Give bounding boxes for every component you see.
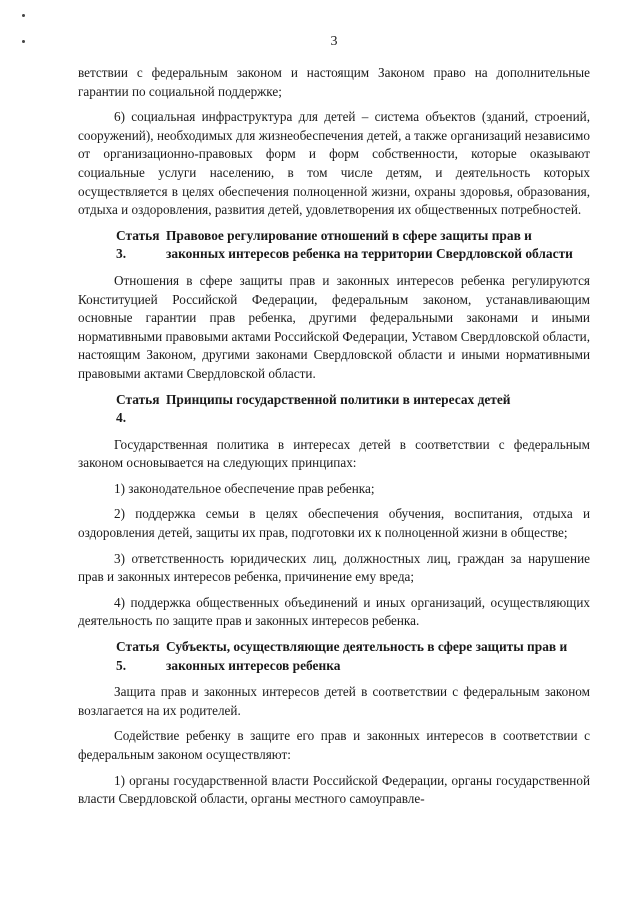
article-number: Статья 5. — [116, 639, 160, 673]
paragraph: 6) социальная инфраструктура для детей – система объектов (зданий, строений, сооружений), необходимых для жизнеобеспечения детей, а также организаций независимо от организационно-правовых форм и форм собственности, которые оказывают социальные услуги населению, в том числе детям, и деятельность которых осуществляется в целях обеспечения полноценной жизни, охраны здоровья, образования, отдыха и оздоровления, развития детей, удовлетворения их общественных потребностей. — [78, 109, 590, 218]
paragraph: 4) поддержка общественных объединений и иных организаций, осуществляющих деятельность по защите прав и законных интересов ребенка. — [78, 594, 590, 629]
paragraph: Отношения в сфере защиты прав и законных интересов ребенка регулируются Конституцией Российской Федерации, федеральным законом, устанавливающим основные гарантии прав ребенка, другими федеральными законами и иными нормативными правовыми актами Российской Федерации, Уставом Свердловской области, настоящим Законом, другими законами Свердловской области и иными нормативными правовыми актами Свердловской области. — [78, 272, 590, 381]
article-number: Статья 3. — [116, 227, 160, 262]
paragraph: Государственная политика в интересах детей в соответствии с федеральным законом основывается на следующих принципах: — [78, 436, 590, 471]
paragraph: Защита прав и законных интересов детей в соответствии с федеральным законом возлагается на их родителей. — [78, 684, 590, 718]
article-heading — [78, 227, 590, 264]
article-title: Субъекты, осуществляющие деятельность в сфере защиты прав и законных интересов ребенка — [166, 639, 568, 673]
paragraph: Содействие ребенку в защите его прав и законных интересов в соответствии с федеральным законом осуществляют: — [78, 728, 590, 762]
scan-mark — [22, 14, 25, 17]
article-heading — [78, 391, 590, 428]
paragraph: 3) ответственность юридических лиц, должностных лиц, граждан за нарушение прав и законных интересов ребенка, причинение ему вреда; — [78, 550, 590, 585]
document-page — [78, 0, 590, 905]
article-title: Правовое регулирование отношений в сфере защиты прав и законных интересов ребенка на территории Свердловской области — [166, 227, 573, 262]
article-number: Статья 4. — [116, 391, 160, 426]
paragraph: ветствии с федеральным законом и настоящим Законом право на дополнительные гарантии по социальной поддержке; — [78, 65, 590, 99]
paragraph: 1) законодательное обеспечение прав ребенка; — [114, 480, 375, 496]
paragraph: 2) поддержка семьи в целях обеспечения обучения, воспитания, отдыха и оздоровления детей, защиты их прав, подготовки их к полноценной жизни в обществе; — [78, 506, 590, 541]
document-body — [78, 64, 590, 816]
paragraph: 1) органы государственной власти Российской Федерации, органы государственной власти Свердловской области, органы местного самоуправле- — [78, 772, 590, 807]
scan-mark — [22, 40, 25, 43]
page-number: 3 — [330, 34, 338, 49]
article-title: Принципы государственной политики в интересах детей — [166, 391, 511, 407]
article-heading — [78, 638, 590, 675]
